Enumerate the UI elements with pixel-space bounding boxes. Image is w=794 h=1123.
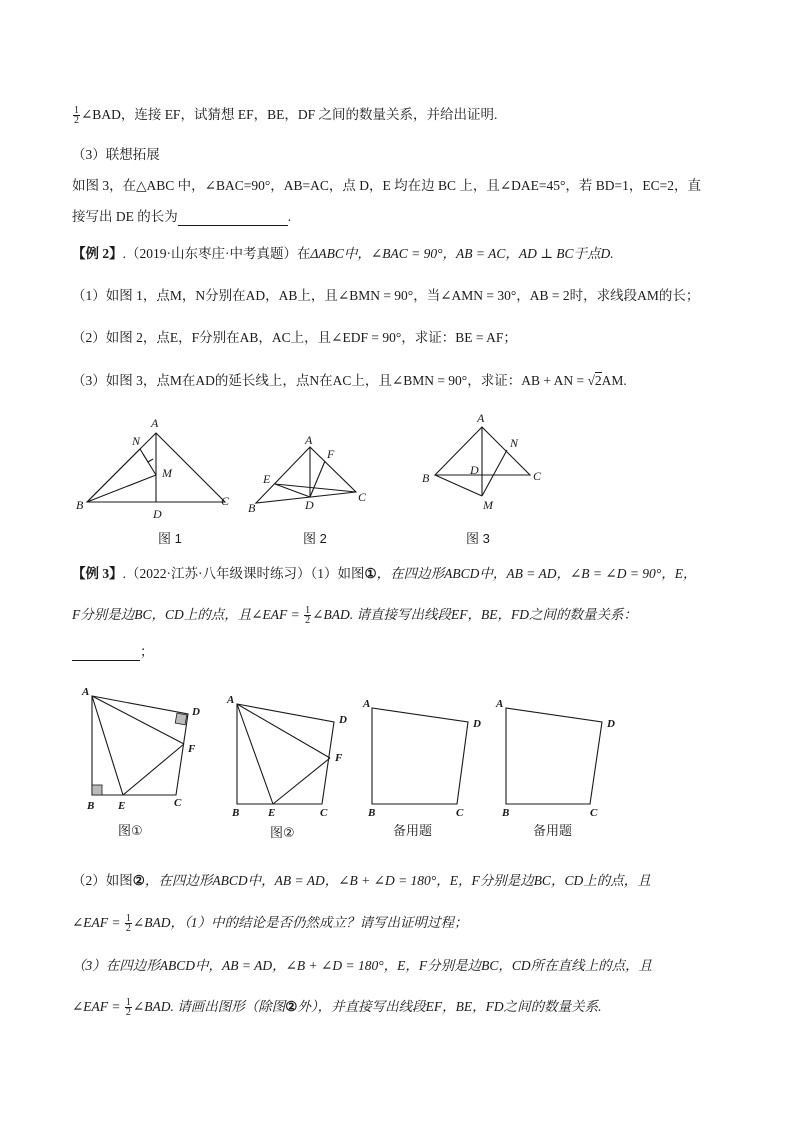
figure-1: [76, 416, 230, 521]
example-3-q2-line-1: （2）如图②，在四边形ABCD中，AB = AD，∠B + ∠D = 180°，E，F分别是边BC，CD上的点，且: [72, 873, 651, 888]
fig1-label-a: A: [151, 416, 159, 430]
example-2-q1: （1）如图 1，点M，N分别在AD，AB上，且∠BMN = 90°，当∠AMN = 30°，AB = 2时，求线段AM的长；: [72, 288, 700, 303]
f1-label-c: C: [174, 797, 182, 809]
fig1-label-n: N: [132, 434, 141, 448]
fig1-label-m: M: [162, 466, 172, 480]
example-2-q2: （2）如图 2，点E，F分别在AB，AC上，且∠EDF = 90°，求证：BE = AF；: [72, 330, 517, 345]
figure-spare-2: [495, 698, 615, 819]
f2-label-a: A: [227, 694, 235, 706]
fig1-label-c: C: [221, 494, 230, 508]
fig3-label-n: N: [510, 436, 519, 450]
f3-label-c: C: [456, 807, 464, 819]
text-line-2: （3）联想拓展: [72, 147, 160, 162]
figure-circled-2: [226, 694, 347, 819]
f3-label-d: D: [473, 718, 481, 730]
example-3-line-2: F分别是边BC，CD上的点，且∠EAF = $\frac{1}{2}$ ∠BAD. 请直接写出线段EF，BE，FD之间的数量关系：: [72, 605, 637, 627]
f4-label-d: D: [607, 718, 615, 730]
sqrt-symbol: √: [587, 373, 595, 388]
f1-label-a: A: [82, 686, 90, 698]
example-3-line-3: ；: [72, 643, 154, 661]
f4-label-c: C: [590, 807, 598, 819]
f1-label-b: B: [87, 800, 95, 812]
relation-answer-blank[interactable]: [72, 646, 140, 661]
fig1-label-d: D: [153, 507, 162, 521]
f2-label-b: B: [232, 807, 240, 819]
fig3-label-b: B: [422, 471, 430, 485]
f1-label-d: D: [192, 706, 200, 718]
fig2-label-e: E: [263, 472, 271, 486]
fig3-caption: 图 3: [466, 531, 490, 546]
f1-label-f: F: [188, 743, 196, 755]
example-3-q3-line-1: （3）在四边形ABCD中，AB = AD，∠B + ∠D = 180°，E，F分别是边BC，CD所在直线上的点，且: [72, 958, 653, 973]
f4-caption: 备用题: [533, 823, 573, 838]
figure-3: [422, 411, 542, 512]
fig2-label-d: D: [305, 498, 314, 512]
fig2-label-a: A: [305, 433, 313, 447]
example-2-q3: （3）如图 3，点M在AD的延长线上，点N在AC上，且∠BMN = 90°，求证：AB + AN = √2AM.: [72, 373, 627, 388]
text-line-1: [72, 106, 497, 125]
fig1-label-b: B: [76, 498, 84, 512]
fig3-label-d: D: [470, 463, 479, 477]
f3-label-a: A: [363, 698, 371, 710]
line-1-text: ∠BAD，连接 EF，试猜想 EF，BE，DF 之间的数量关系，并给出证明.: [81, 107, 498, 122]
fig3-label-a: A: [477, 411, 485, 425]
example-2-tag: 【例 2】: [72, 246, 123, 261]
f2-label-c: C: [320, 807, 328, 819]
fig3-label-c: C: [533, 469, 542, 483]
f2-caption: 图②: [270, 825, 295, 840]
f3-caption: 备用题: [393, 823, 433, 838]
figure-spare-1: [362, 698, 481, 819]
f4-label-b: B: [502, 807, 510, 819]
text-line-3: 如图 3，在△ABC 中，∠BAC=90°，AB=AC，点 D，E 均在边 BC 上，且∠DAE=45°，若 BD=1，EC=2，直: [72, 178, 702, 193]
example-3-tag: 【例 3】: [72, 566, 123, 581]
f3-label-b: B: [368, 807, 376, 819]
example-3-header: 【例 3】.（2022·江苏·八年级课时练习）（1）如图①，在四边形ABCD中，AB = AD，∠B = ∠D = 90°，E，: [72, 566, 697, 581]
f4-label-a: A: [496, 698, 504, 710]
f2-label-e: E: [268, 807, 276, 819]
fig2-caption: 图 2: [303, 531, 327, 546]
fig2-label-b: B: [248, 501, 256, 515]
f1-label-e: E: [118, 800, 126, 812]
figure-circled-1: [81, 686, 200, 812]
f2-label-d: D: [339, 714, 347, 726]
fraction-half: $\frac{1}{2}$: [74, 105, 79, 127]
fig3-label-m: M: [483, 498, 493, 512]
example-3-figures: [0, 680, 794, 840]
example-2-condition: ΔABC中，∠BAC = 90°，AB = AC，AD ⊥ BC于点D.: [310, 246, 614, 261]
f2-label-f: F: [335, 752, 343, 764]
fig2-label-c: C: [358, 490, 367, 504]
text-line-4: 接写出 DE 的长为 .: [72, 209, 292, 224]
example-2-header: 【例 2】.（2019·山东枣庄·中考真题）在ΔABC中，∠BAC = 90°，AB = AC，AD ⊥ BC于点D.: [72, 246, 614, 261]
fig1-caption: 图 1: [158, 531, 182, 546]
fig2-label-f: F: [327, 447, 335, 461]
figure-2: [248, 433, 367, 515]
f1-caption: 图①: [118, 823, 143, 838]
answer-blank[interactable]: [178, 211, 288, 226]
example-3-q3-line-2: ∠EAF = $\frac{1}{2}$ ∠BAD. 请画出图形（除图②外），并直接写出线段EF，BE，FD之间的数量关系.: [72, 997, 602, 1019]
example-2-figures: [0, 405, 794, 535]
sqrt-radicand: 2: [594, 373, 602, 388]
example-3-q2-line-2: ∠EAF = $\frac{1}{2}$ ∠BAD，（1）中的结论是否仍然成立？请写出证明过程；: [72, 913, 468, 935]
